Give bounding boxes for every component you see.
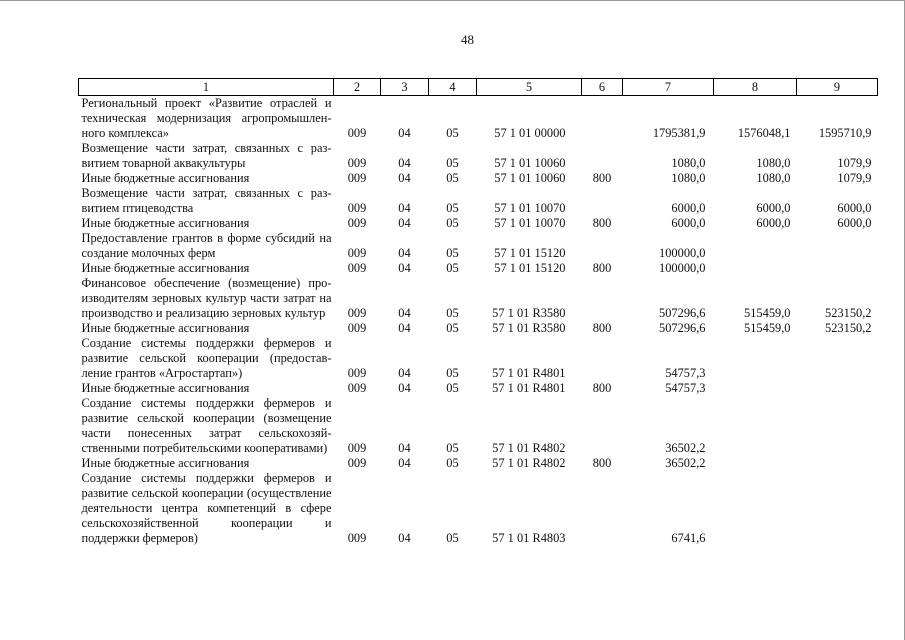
section-cell: 04 [398, 246, 411, 260]
subsection-cell: 05 [446, 366, 459, 380]
amount-year1-cell: 1080,0 [671, 171, 706, 185]
subsection-cell: 05 [446, 156, 459, 170]
table-row [79, 276, 878, 321]
table-row [79, 171, 878, 186]
amount-year3-cell: 6000,0 [837, 201, 872, 215]
table-row [79, 96, 878, 142]
ministry-code-cell: 009 [347, 201, 367, 215]
amount-year1-cell: 36502,2 [665, 456, 706, 470]
expense-type-cell: 800 [592, 321, 612, 335]
column-header: 3 [381, 79, 429, 96]
section-cell: 04 [398, 171, 411, 185]
ministry-code-cell: 009 [347, 441, 367, 455]
expense-type-cell [582, 396, 623, 456]
target-article-cell: 57 1 01 10060 [494, 171, 566, 185]
amount-year2-cell [714, 396, 797, 456]
amount-year1-cell: 6741,6 [671, 531, 706, 545]
subsection-cell: 05 [446, 321, 459, 335]
amount-year3-cell: 1079,9 [837, 156, 872, 170]
section-cell: 04 [398, 126, 411, 140]
amount-year2-cell [714, 381, 797, 396]
ministry-code-cell: 009 [347, 261, 367, 275]
amount-year2-cell: 515459,0 [744, 321, 791, 335]
amount-year3-cell: 6000,0 [837, 216, 872, 230]
amount-year1-cell: 100000,0 [659, 261, 706, 275]
amount-year1-cell: 36502,2 [665, 441, 706, 455]
expense-type-cell [582, 96, 623, 142]
table-body [79, 96, 878, 547]
column-header: 8 [714, 79, 797, 96]
expense-type-cell [582, 141, 623, 171]
row-name-cell: Возмещение части затрат, связанных с развитием птицеводства [81, 186, 332, 215]
section-cell: 04 [398, 366, 411, 380]
amount-year3-cell [797, 336, 878, 381]
table-row [79, 396, 878, 456]
amount-year2-cell [714, 336, 797, 381]
target-article-cell: 57 1 01 R4801 [492, 366, 566, 380]
column-header: 2 [334, 79, 381, 96]
target-article-cell: 57 1 01 10070 [494, 201, 566, 215]
amount-year3-cell: 523150,2 [825, 321, 872, 335]
amount-year3-cell [797, 261, 878, 276]
table-row [79, 471, 878, 546]
page-number: 48 [461, 32, 474, 47]
amount-year2-cell: 1080,0 [756, 156, 791, 170]
section-cell: 04 [398, 156, 411, 170]
amount-year2-cell [714, 471, 797, 546]
amount-year2-cell: 6000,0 [756, 201, 791, 215]
table-row [79, 456, 878, 471]
amount-year3-cell [797, 396, 878, 456]
header-row [79, 79, 878, 96]
amount-year3-cell [797, 231, 878, 261]
row-name-cell: Иные бюджетные ассигнования [81, 216, 250, 230]
row-name-cell: Иные бюджетные ассигнования [81, 171, 250, 185]
expense-type-cell [582, 336, 623, 381]
ministry-code-cell: 009 [347, 306, 367, 320]
row-name-cell: Региональный проект «Развитие отраслей и техническая модернизация агропромышленного комплекса» [81, 96, 332, 140]
target-article-cell: 57 1 01 R4802 [492, 441, 566, 455]
ministry-code-cell: 009 [347, 216, 367, 230]
section-cell: 04 [398, 201, 411, 215]
subsection-cell: 05 [446, 261, 459, 275]
amount-year1-cell: 6000,0 [671, 201, 706, 215]
column-header: 9 [797, 79, 878, 96]
row-name-cell: Иные бюджетные ассигнования [81, 381, 250, 395]
subsection-cell: 05 [446, 531, 459, 545]
subsection-cell: 05 [446, 441, 459, 455]
amount-year2-cell: 1576048,1 [737, 126, 791, 140]
expense-type-cell: 800 [592, 456, 612, 470]
budget-table [78, 78, 878, 546]
ministry-code-cell: 009 [347, 531, 367, 545]
ministry-code-cell: 009 [347, 381, 367, 395]
row-name-cell: Возмещение части затрат, связанных с развитием товарной аквакультуры [81, 141, 332, 170]
ministry-code-cell: 009 [347, 156, 367, 170]
target-article-cell: 57 1 01 10060 [494, 156, 566, 170]
expense-type-cell [582, 471, 623, 546]
ministry-code-cell: 009 [347, 171, 367, 185]
row-name-cell: Иные бюджетные ассигнования [81, 456, 250, 470]
section-cell: 04 [398, 321, 411, 335]
row-name-cell: Создание системы поддержки фермеров и развитие сельской кооперации (предоставление грантов «Агростартап») [81, 336, 332, 380]
amount-year1-cell: 1795381,9 [652, 126, 706, 140]
target-article-cell: 57 1 01 R4802 [492, 456, 566, 470]
target-article-cell: 57 1 01 15120 [494, 246, 566, 260]
expense-type-cell [582, 186, 623, 216]
section-cell: 04 [398, 261, 411, 275]
expense-type-cell: 800 [592, 381, 612, 395]
expense-type-cell: 800 [592, 171, 612, 185]
subsection-cell: 05 [446, 171, 459, 185]
amount-year1-cell: 54757,3 [665, 381, 706, 395]
amount-year2-cell [714, 261, 797, 276]
table-row [79, 186, 878, 216]
subsection-cell: 05 [446, 246, 459, 260]
amount-year2-cell [714, 456, 797, 471]
subsection-cell: 05 [446, 381, 459, 395]
amount-year1-cell: 6000,0 [671, 216, 706, 230]
row-name-cell: Иные бюджетные ассигнования [81, 261, 250, 275]
section-cell: 04 [398, 306, 411, 320]
amount-year1-cell: 1080,0 [671, 156, 706, 170]
target-article-cell: 57 1 01 R3580 [492, 321, 566, 335]
section-cell: 04 [398, 531, 411, 545]
row-name-cell: Финансовое обеспечение (возмещение) производителям зерновых культур части затрат на производство и реализацию зерновых культур [81, 276, 332, 320]
row-name-cell: Предоставление грантов в форме субсидий на создание молочных ферм [81, 231, 332, 260]
amount-year3-cell [797, 381, 878, 396]
target-article-cell: 57 1 01 R3580 [492, 306, 566, 320]
subsection-cell: 05 [446, 306, 459, 320]
target-article-cell: 57 1 01 00000 [494, 126, 566, 140]
expense-type-cell: 800 [592, 216, 612, 230]
section-cell: 04 [398, 441, 411, 455]
ministry-code-cell: 009 [347, 456, 367, 470]
column-header: 6 [582, 79, 623, 96]
amount-year3-cell: 523150,2 [825, 306, 872, 320]
expense-type-cell [582, 276, 623, 321]
amount-year3-cell: 1595710,9 [818, 126, 872, 140]
column-header: 7 [623, 79, 714, 96]
column-header: 1 [79, 79, 334, 96]
table-row [79, 381, 878, 396]
section-cell: 04 [398, 216, 411, 230]
section-cell: 04 [398, 456, 411, 470]
amount-year2-cell: 6000,0 [756, 216, 791, 230]
table-row [79, 141, 878, 171]
subsection-cell: 05 [446, 456, 459, 470]
table-row [79, 261, 878, 276]
section-cell: 04 [398, 381, 411, 395]
row-name-cell: Иные бюджетные ассигнования [81, 321, 250, 335]
column-header: 4 [429, 79, 477, 96]
target-article-cell: 57 1 01 R4801 [492, 381, 566, 395]
row-name-cell: Создание системы поддержки фермеров и развитие сельской кооперации (осуществление деятельности центра компетенций в сфере сельскохозяйственной кооперации и поддержки фермеров) [81, 471, 332, 545]
target-article-cell: 57 1 01 15120 [494, 261, 566, 275]
amount-year1-cell: 54757,3 [665, 366, 706, 380]
table-row [79, 231, 878, 261]
ministry-code-cell: 009 [347, 366, 367, 380]
table-row [79, 216, 878, 231]
ministry-code-cell: 009 [347, 246, 367, 260]
table-row [79, 336, 878, 381]
expense-type-cell [582, 231, 623, 261]
amount-year3-cell [797, 471, 878, 546]
amount-year2-cell [714, 231, 797, 261]
subsection-cell: 05 [446, 216, 459, 230]
table-row [79, 321, 878, 336]
column-header: 5 [477, 79, 582, 96]
row-name-cell: Создание системы поддержки фермеров и развитие сельской кооперации (возмещение части понесенных затрат сельскохозяйственными потребительскими кооперативами) [81, 396, 332, 455]
expense-type-cell: 800 [592, 261, 612, 275]
subsection-cell: 05 [446, 201, 459, 215]
amount-year3-cell: 1079,9 [837, 171, 872, 185]
subsection-cell: 05 [446, 126, 459, 140]
amount-year1-cell: 507296,6 [659, 306, 706, 320]
amount-year2-cell: 1080,0 [756, 171, 791, 185]
target-article-cell: 57 1 01 10070 [494, 216, 566, 230]
amount-year2-cell: 515459,0 [744, 306, 791, 320]
ministry-code-cell: 009 [347, 126, 367, 140]
ministry-code-cell: 009 [347, 321, 367, 335]
amount-year1-cell: 507296,6 [659, 321, 706, 335]
target-article-cell: 57 1 01 R4803 [492, 531, 566, 545]
amount-year1-cell: 100000,0 [659, 246, 706, 260]
amount-year3-cell [797, 456, 878, 471]
